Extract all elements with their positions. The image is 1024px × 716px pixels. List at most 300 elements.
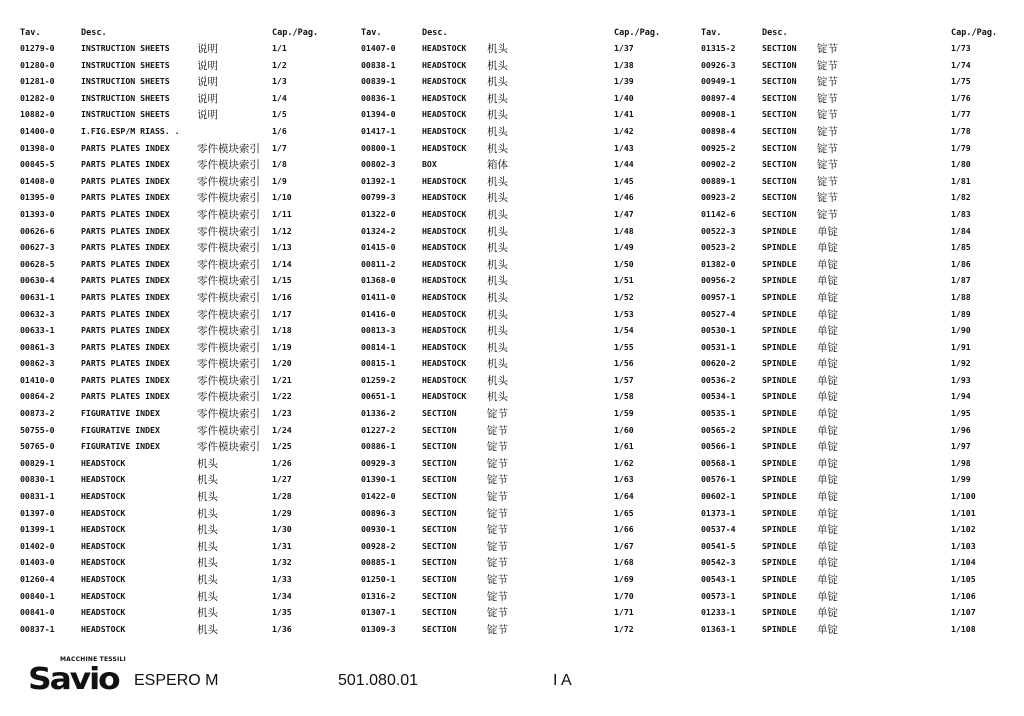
row-tav: 01309-3 <box>361 623 396 634</box>
table-row <box>701 375 1016 392</box>
row-desc: INSTRUCTION SHEETS <box>81 59 170 70</box>
table-row <box>20 126 345 143</box>
row-desc: HEADSTOCK <box>81 457 126 468</box>
row-cap-page: 1/56 <box>614 358 634 369</box>
table-row <box>20 474 345 491</box>
header-cap: Cap./Pag. <box>272 28 319 38</box>
row-cap-page: 1/25 <box>272 441 292 452</box>
row-cap-page: 1/85 <box>951 242 971 253</box>
row-desc-chinese: 单锭 <box>817 225 838 238</box>
row-desc: SPINDLE <box>762 540 797 551</box>
row-desc: SPINDLE <box>762 374 797 385</box>
table-row <box>20 458 345 475</box>
row-tav: 01322-0 <box>361 208 396 219</box>
table-row <box>361 226 686 243</box>
row-desc: SECTION <box>762 175 797 186</box>
table-row <box>20 176 345 193</box>
table-row <box>20 391 345 408</box>
row-cap-page: 1/36 <box>272 623 292 634</box>
table-row <box>20 76 345 93</box>
row-cap-page: 1/67 <box>614 540 634 551</box>
row-desc-chinese: 机头 <box>487 59 508 72</box>
row-tav: 01363-1 <box>701 623 736 634</box>
table-row <box>361 491 686 508</box>
table-row <box>361 342 686 359</box>
row-tav: 00522-3 <box>701 225 736 236</box>
row-tav: 01373-1 <box>701 507 736 518</box>
row-cap-page: 1/53 <box>614 308 634 319</box>
row-cap-page: 1/82 <box>951 192 971 203</box>
row-tav: 01336-2 <box>361 408 396 419</box>
row-tav: 01316-2 <box>361 590 396 601</box>
row-desc-chinese: 零件模块索引 <box>197 291 260 304</box>
table-row <box>361 557 686 574</box>
row-tav: 01400-0 <box>20 125 55 136</box>
table-row <box>20 574 345 591</box>
row-desc-chinese: 单锭 <box>817 358 838 371</box>
table-row <box>20 226 345 243</box>
row-tav: 00813-3 <box>361 325 396 336</box>
row-tav: 00845-5 <box>20 159 55 170</box>
row-desc: SPINDLE <box>762 424 797 435</box>
row-tav: 00799-3 <box>361 192 396 203</box>
row-tav: 01250-1 <box>361 574 396 584</box>
row-desc-chinese: 机头 <box>487 208 508 221</box>
table-row <box>361 474 686 491</box>
table-row <box>361 126 686 143</box>
table-row <box>701 143 1016 160</box>
row-desc: PARTS PLATES INDEX <box>81 175 170 186</box>
row-desc: SECTION <box>762 142 797 153</box>
row-desc: SECTION <box>422 441 457 452</box>
row-desc: SECTION <box>762 59 797 70</box>
document-code: 501.080.01 <box>338 672 419 689</box>
row-desc: SPINDLE <box>762 225 797 236</box>
row-tav: 00576-1 <box>701 474 736 485</box>
table-row <box>20 325 345 342</box>
table-row <box>361 441 686 458</box>
row-tav: 00956-2 <box>701 275 736 286</box>
row-tav: 00928-2 <box>361 540 396 551</box>
row-tav: 00886-1 <box>361 441 396 452</box>
row-cap-page: 1/72 <box>614 623 634 634</box>
table-row <box>361 408 686 425</box>
row-cap-page: 1/42 <box>614 125 634 136</box>
row-desc-chinese: 零件模块索引 <box>197 142 260 155</box>
row-cap-page: 1/23 <box>272 408 292 419</box>
row-tav: 00633-1 <box>20 325 55 336</box>
row-desc: SPINDLE <box>762 441 797 452</box>
column-header <box>20 28 345 41</box>
row-cap-page: 1/5 <box>272 109 287 120</box>
page-footer <box>0 652 1024 712</box>
row-desc: INSTRUCTION SHEETS <box>81 43 170 53</box>
row-desc-chinese: 机头 <box>487 175 508 188</box>
logo-wordmark: Savio <box>28 662 119 697</box>
table-row <box>20 275 345 292</box>
row-tav: 01315-2 <box>701 43 736 53</box>
row-cap-page: 1/49 <box>614 242 634 253</box>
row-desc-chinese: 说明 <box>197 43 218 55</box>
row-desc: HEADSTOCK <box>422 341 467 352</box>
row-tav: 00620-2 <box>701 358 736 369</box>
row-desc-chinese: 锭节 <box>487 607 508 620</box>
row-desc: SECTION <box>422 590 457 601</box>
row-desc-chinese: 单锭 <box>817 424 838 437</box>
row-cap-page: 1/27 <box>272 474 292 485</box>
row-cap-page: 1/76 <box>951 92 971 103</box>
row-desc: HEADSTOCK <box>422 175 467 186</box>
row-desc: SPINDLE <box>762 308 797 319</box>
row-desc: SECTION <box>422 574 457 584</box>
row-desc-chinese: 机头 <box>487 291 508 304</box>
row-cap-page: 1/92 <box>951 358 971 369</box>
row-tav: 01382-0 <box>701 258 736 269</box>
row-cap-page: 1/77 <box>951 109 971 120</box>
row-desc: PARTS PLATES INDEX <box>81 242 170 253</box>
row-tav: 00602-1 <box>701 491 736 502</box>
row-desc: SECTION <box>422 557 457 568</box>
row-cap-page: 1/19 <box>272 341 292 352</box>
row-tav: 00527-4 <box>701 308 736 319</box>
row-desc: HEADSTOCK <box>422 225 467 236</box>
table-row <box>701 292 1016 309</box>
table-row <box>701 524 1016 541</box>
table-row <box>361 524 686 541</box>
row-desc: SPINDLE <box>762 408 797 419</box>
table-row <box>701 309 1016 326</box>
row-desc-chinese: 单锭 <box>817 441 838 454</box>
table-row <box>20 209 345 226</box>
row-desc: HEADSTOCK <box>422 142 467 153</box>
row-tav: 01395-0 <box>20 192 55 203</box>
row-desc: HEADSTOCK <box>422 374 467 385</box>
table-row <box>361 358 686 375</box>
row-desc-chinese: 单锭 <box>817 574 838 586</box>
row-desc: PARTS PLATES INDEX <box>81 374 170 385</box>
row-tav: 01390-1 <box>361 474 396 485</box>
table-row <box>701 60 1016 77</box>
row-desc-chinese: 锭节 <box>487 540 508 553</box>
row-desc-chinese: 机头 <box>487 192 508 205</box>
row-cap-page: 1/70 <box>614 590 634 601</box>
row-tav: 00535-1 <box>701 408 736 419</box>
row-tav: 01397-0 <box>20 507 55 518</box>
row-cap-page: 1/63 <box>614 474 634 485</box>
row-tav: 00573-1 <box>701 590 736 601</box>
row-cap-page: 1/59 <box>614 408 634 419</box>
row-cap-page: 1/79 <box>951 142 971 153</box>
row-desc-chinese: 说明 <box>197 76 218 89</box>
row-desc-chinese: 锭节 <box>487 457 508 470</box>
language-code: I A <box>553 672 572 689</box>
table-row <box>361 391 686 408</box>
row-cap-page: 1/46 <box>614 192 634 203</box>
row-tav: 00531-1 <box>701 341 736 352</box>
table-row <box>361 508 686 525</box>
row-tav: 01415-0 <box>361 242 396 253</box>
row-desc: SECTION <box>762 76 797 87</box>
row-desc: FIGURATIVE INDEX <box>81 424 160 435</box>
row-cap-page: 1/73 <box>951 43 971 53</box>
row-tav: 01393-0 <box>20 208 55 219</box>
row-desc-chinese: 机头 <box>197 540 218 553</box>
row-desc: SPINDLE <box>762 275 797 286</box>
row-cap-page: 1/99 <box>951 474 971 485</box>
row-desc: HEADSTOCK <box>422 43 467 53</box>
row-cap-page: 1/3 <box>272 76 287 87</box>
table-row <box>361 259 686 276</box>
row-desc: SECTION <box>762 208 797 219</box>
row-desc-chinese: 机头 <box>487 92 508 105</box>
row-desc-chinese: 锭节 <box>487 574 508 586</box>
row-cap-page: 1/34 <box>272 590 292 601</box>
row-tav: 01422-0 <box>361 491 396 502</box>
row-desc: SECTION <box>762 43 797 53</box>
row-tav: 01416-0 <box>361 308 396 319</box>
row-cap-page: 1/61 <box>614 441 634 452</box>
table-row <box>361 325 686 342</box>
row-desc-chinese: 锭节 <box>817 142 838 155</box>
table-row <box>20 524 345 541</box>
row-desc-chinese: 锭节 <box>487 507 508 520</box>
row-tav: 00889-1 <box>701 175 736 186</box>
row-tav: 01260-4 <box>20 574 55 584</box>
row-desc-chinese: 单锭 <box>817 374 838 387</box>
index-column-2 <box>361 28 686 638</box>
row-desc: SECTION <box>422 408 457 419</box>
row-tav: 00897-4 <box>701 92 736 103</box>
row-tav: 00800-1 <box>361 142 396 153</box>
row-cap-page: 1/14 <box>272 258 292 269</box>
row-desc-chinese: 单锭 <box>817 325 838 338</box>
row-desc: INSTRUCTION SHEETS <box>81 92 170 103</box>
table-row <box>361 159 686 176</box>
row-desc: SPINDLE <box>762 291 797 302</box>
row-cap-page: 1/105 <box>951 574 976 584</box>
row-desc: SPINDLE <box>762 391 797 402</box>
row-tav: 00925-2 <box>701 142 736 153</box>
row-desc-chinese: 机头 <box>197 590 218 603</box>
row-desc: HEADSTOCK <box>422 291 467 302</box>
row-desc-chinese: 机头 <box>487 308 508 321</box>
table-row <box>20 591 345 608</box>
row-desc-chinese: 锭节 <box>817 43 838 55</box>
table-row <box>20 242 345 259</box>
row-tav: 01407-0 <box>361 43 396 53</box>
row-desc: SPINDLE <box>762 242 797 253</box>
row-desc-chinese: 锭节 <box>487 441 508 454</box>
table-row <box>20 358 345 375</box>
row-desc-chinese: 机头 <box>487 225 508 238</box>
row-desc-chinese: 机头 <box>487 391 508 404</box>
row-cap-page: 1/98 <box>951 457 971 468</box>
row-tav: 01282-0 <box>20 92 55 103</box>
row-desc: SPINDLE <box>762 557 797 568</box>
row-tav: 01324-2 <box>361 225 396 236</box>
table-row <box>701 591 1016 608</box>
table-row <box>701 607 1016 624</box>
row-desc-chinese: 单锭 <box>817 408 838 421</box>
table-row <box>20 93 345 110</box>
row-tav: 00543-1 <box>701 574 736 584</box>
table-row <box>701 259 1016 276</box>
row-desc: SECTION <box>422 457 457 468</box>
table-row <box>20 408 345 425</box>
row-tav: 00873-2 <box>20 408 55 419</box>
row-desc-chinese: 锭节 <box>487 623 508 636</box>
row-cap-page: 1/60 <box>614 424 634 435</box>
table-row <box>701 557 1016 574</box>
table-row <box>701 508 1016 525</box>
row-desc: PARTS PLATES INDEX <box>81 391 170 402</box>
row-tav: 01408-0 <box>20 175 55 186</box>
row-desc: SPINDLE <box>762 623 797 634</box>
table-row <box>361 76 686 93</box>
row-desc: SECTION <box>422 474 457 485</box>
table-row <box>361 60 686 77</box>
row-desc: SPINDLE <box>762 258 797 269</box>
row-desc-chinese: 机头 <box>487 258 508 271</box>
row-tav: 01394-0 <box>361 109 396 120</box>
header-cap: Cap./Pag. <box>951 28 998 38</box>
row-tav: 00896-3 <box>361 507 396 518</box>
row-cap-page: 1/89 <box>951 308 971 319</box>
row-tav: 00530-1 <box>701 325 736 336</box>
row-desc: SPINDLE <box>762 574 797 584</box>
row-desc-chinese: 锭节 <box>487 590 508 603</box>
row-desc-chinese: 机头 <box>487 374 508 387</box>
table-row <box>361 93 686 110</box>
row-tav: 00926-3 <box>701 59 736 70</box>
row-desc-chinese: 锭节 <box>487 491 508 504</box>
row-tav: 01233-1 <box>701 607 736 618</box>
row-desc-chinese: 锭节 <box>487 474 508 487</box>
table-row <box>361 209 686 226</box>
row-desc-chinese: 单锭 <box>817 623 838 636</box>
row-tav: 01417-1 <box>361 125 396 136</box>
table-row <box>361 375 686 392</box>
row-tav: 00815-1 <box>361 358 396 369</box>
row-tav: 00537-4 <box>701 524 736 535</box>
row-cap-page: 1/32 <box>272 557 292 568</box>
row-desc-chinese: 说明 <box>197 92 218 105</box>
row-tav: 00829-1 <box>20 457 55 468</box>
row-cap-page: 1/96 <box>951 424 971 435</box>
header-desc: Desc. <box>422 28 448 38</box>
row-cap-page: 1/103 <box>951 540 976 551</box>
table-row <box>701 242 1016 259</box>
row-desc: HEADSTOCK <box>81 623 126 634</box>
row-desc-chinese: 说明 <box>197 109 218 122</box>
row-cap-page: 1/95 <box>951 408 971 419</box>
row-cap-page: 1/75 <box>951 76 971 87</box>
row-desc: HEADSTOCK <box>422 59 467 70</box>
row-desc: SPINDLE <box>762 491 797 502</box>
row-desc: PARTS PLATES INDEX <box>81 192 170 203</box>
row-desc: PARTS PLATES INDEX <box>81 358 170 369</box>
row-desc-chinese: 单锭 <box>817 242 838 255</box>
row-cap-page: 1/64 <box>614 491 634 502</box>
row-desc: HEADSTOCK <box>422 325 467 336</box>
table-row <box>701 159 1016 176</box>
table-row <box>20 43 345 60</box>
column-header <box>701 28 1016 41</box>
row-cap-page: 1/24 <box>272 424 292 435</box>
table-row <box>361 242 686 259</box>
row-desc-chinese: 单锭 <box>817 474 838 487</box>
row-desc: HEADSTOCK <box>422 275 467 286</box>
table-row <box>361 309 686 326</box>
header-desc: Desc. <box>81 28 107 38</box>
row-desc-chinese: 机头 <box>487 325 508 338</box>
row-desc-chinese: 机头 <box>197 557 218 570</box>
logo-subtitle: MACCHINE TESSILI <box>60 656 126 663</box>
row-cap-page: 1/10 <box>272 192 292 203</box>
row-tav: 10882-0 <box>20 109 55 120</box>
row-cap-page: 1/93 <box>951 374 971 385</box>
row-cap-page: 1/80 <box>951 159 971 170</box>
row-cap-page: 1/94 <box>951 391 971 402</box>
row-desc-chinese: 零件模块索引 <box>197 225 260 238</box>
row-tav: 00908-1 <box>701 109 736 120</box>
row-tav: 00566-1 <box>701 441 736 452</box>
row-tav: 00565-2 <box>701 424 736 435</box>
table-row <box>701 209 1016 226</box>
table-row <box>361 607 686 624</box>
row-desc: PARTS PLATES INDEX <box>81 325 170 336</box>
machine-model: ESPERO M <box>134 672 219 689</box>
row-desc-chinese: 锭节 <box>487 424 508 437</box>
row-tav: 01280-0 <box>20 59 55 70</box>
row-tav: 01392-1 <box>361 175 396 186</box>
row-desc-chinese: 零件模块索引 <box>197 325 260 338</box>
row-desc: PARTS PLATES INDEX <box>81 159 170 170</box>
rows-1 <box>20 43 345 640</box>
header-tav: Tav. <box>20 28 41 38</box>
row-desc-chinese: 锭节 <box>817 175 838 188</box>
row-tav: 00626-6 <box>20 225 55 236</box>
table-row <box>701 325 1016 342</box>
row-cap-page: 1/102 <box>951 524 976 535</box>
table-row <box>20 375 345 392</box>
row-tav: 00837-1 <box>20 623 55 634</box>
row-desc: SECTION <box>422 607 457 618</box>
row-tav: 00898-4 <box>701 125 736 136</box>
row-tav: 50765-0 <box>20 441 55 452</box>
table-row <box>361 624 686 641</box>
row-cap-page: 1/18 <box>272 325 292 336</box>
row-desc: HEADSTOCK <box>422 192 467 203</box>
table-row <box>361 541 686 558</box>
row-tav: 00630-4 <box>20 275 55 286</box>
row-tav: 00839-1 <box>361 76 396 87</box>
row-cap-page: 1/71 <box>614 607 634 618</box>
rows-3 <box>701 43 1016 640</box>
row-tav: 00542-3 <box>701 557 736 568</box>
row-desc-chinese: 锭节 <box>817 92 838 105</box>
row-cap-page: 1/54 <box>614 325 634 336</box>
row-desc: SPINDLE <box>762 457 797 468</box>
row-cap-page: 1/74 <box>951 59 971 70</box>
row-desc-chinese: 单锭 <box>817 308 838 321</box>
row-tav: 00631-1 <box>20 291 55 302</box>
row-tav: 00628-5 <box>20 258 55 269</box>
row-desc: FIGURATIVE INDEX <box>81 441 160 452</box>
row-cap-page: 1/78 <box>951 125 971 136</box>
row-desc-chinese: 零件模块索引 <box>197 242 260 255</box>
row-cap-page: 1/35 <box>272 607 292 618</box>
